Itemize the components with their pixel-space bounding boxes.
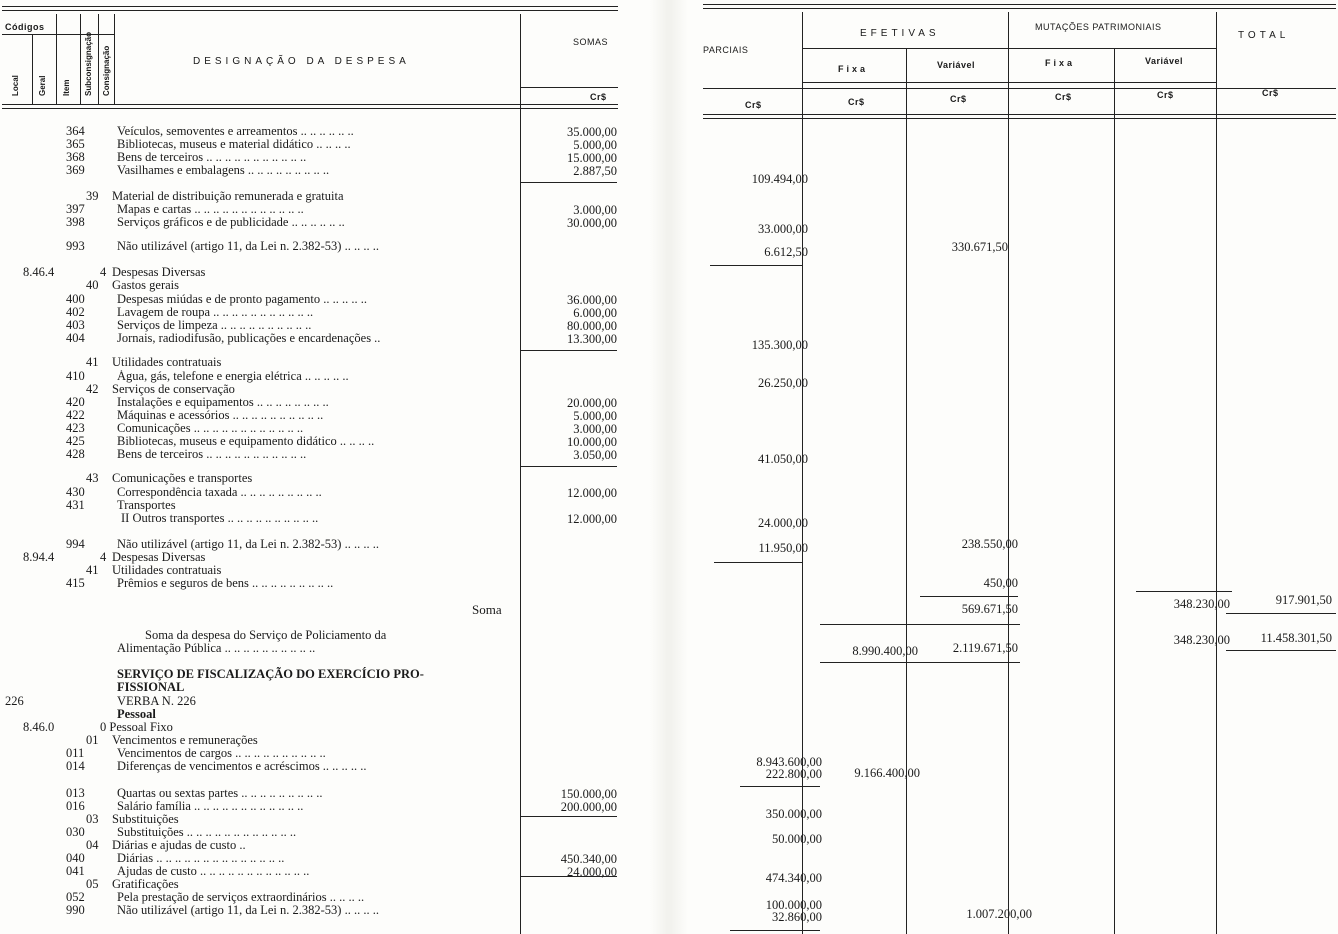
parcial-value: 50.000,00 <box>772 832 822 846</box>
expense-row-code: 415 <box>66 576 85 590</box>
sum-rule-5 <box>521 876 617 877</box>
expense-row-code: 994 <box>66 537 85 551</box>
right-top-rule <box>703 4 1336 9</box>
expense-row-code: 41 <box>86 563 99 577</box>
expense-row-description: Material de distribuição remunerada e gratuita <box>112 190 344 203</box>
fixa-total-value: 8.990.400,00 <box>852 644 918 658</box>
somas-header: SOMAS <box>573 37 609 47</box>
parcial-value: 222.800,00 <box>765 767 822 781</box>
expense-row-description: Não utilizável (artigo 11, da Lei n. 2.382-53) .. .. .. .. <box>117 538 379 551</box>
currency-rule <box>520 87 618 88</box>
soma-label: Soma <box>472 602 502 617</box>
expense-row-value: 3.000,00 <box>573 203 617 217</box>
personnel-row-description: Diárias e ajudas de custo .. <box>112 839 246 852</box>
currency-4: Cr$ <box>1055 92 1072 102</box>
verba-label: VERBA N. 226 <box>117 694 196 708</box>
expense-row-value: 2.887,50 <box>573 164 617 178</box>
expense-row-description: Serviços de limpeza .. .. .. .. .. .. .. .. .. .. <box>117 319 312 332</box>
expense-row-code: 403 <box>66 318 85 332</box>
expense-row-code: 422 <box>66 408 85 422</box>
sum-rule-4 <box>521 816 617 817</box>
parcial-value: 109.494,00 <box>751 172 808 186</box>
expense-row-value: 13.300,00 <box>567 332 617 346</box>
currency-3: Cr$ <box>950 94 967 104</box>
expense-row-value: 20.000,00 <box>567 396 617 410</box>
expense-row-value: 80.000,00 <box>567 319 617 333</box>
expense-row-description: Utilidades contratuais <box>112 564 222 577</box>
expense-row-description: Transportes <box>117 499 176 512</box>
expense-row-code: 8.94.4 <box>23 550 55 564</box>
vline-parciais <box>802 12 803 934</box>
variavel-rule-1 <box>920 596 1018 597</box>
expense-row-code: 368 <box>66 150 85 164</box>
parcial-value: 24.000,00 <box>758 516 808 530</box>
variavel-value: 238.550,00 <box>961 537 1018 551</box>
personnel-row-value: 200.000,00 <box>560 800 617 814</box>
parcial-value: 135.300,00 <box>751 338 808 352</box>
col-local-header: Local <box>11 75 20 96</box>
expense-row-code: 42 <box>86 382 99 396</box>
expense-row-code: 423 <box>66 421 85 435</box>
parcial-value: 33.000,00 <box>758 222 808 236</box>
personnel-row-code: 052 <box>66 890 85 904</box>
parcial-rule-1 <box>710 265 802 266</box>
left-header-bottom-rule <box>2 104 618 105</box>
expense-row-description: Água, gás, telefone e energia elétrica .. .. .. .. .. <box>117 370 349 383</box>
sum-rule-3 <box>521 466 617 467</box>
parcial-value: 8.943.600,00 <box>756 755 822 769</box>
expense-row-code: 43 <box>86 471 99 485</box>
hdr-vline-5 <box>114 14 115 104</box>
vline-efetivas-mid <box>906 48 907 934</box>
variavel-value: 1.007.200,00 <box>966 907 1032 921</box>
grand-total-value: 11.458.301,50 <box>1260 631 1332 645</box>
expense-row-code: 402 <box>66 305 85 319</box>
variavel-value: 450,00 <box>983 576 1018 590</box>
personnel-row-description: Ajudas de custo .. .. .. .. .. .. .. .. .. .. .. .. <box>117 865 310 878</box>
expense-row-description: Não utilizável (artigo 11, da Lei n. 2.382-53) .. .. .. .. <box>117 240 379 253</box>
currency-6: Cr$ <box>1262 88 1279 98</box>
personnel-row-description: Salário família .. .. .. .. .. .. .. .. .. .. .. .. <box>117 800 304 813</box>
expense-row-description: Mapas e cartas .. .. .. .. .. .. .. .. .. .. .. .. <box>117 203 304 216</box>
expense-row-code: 430 <box>66 485 85 499</box>
somas-currency: Cr$ <box>590 92 607 102</box>
expense-row-value: 5.000,00 <box>573 138 617 152</box>
expense-row-description: Veículos, semoventes e arreamentos .. .. .. .. .. .. <box>117 125 354 138</box>
total-rule-2 <box>1226 650 1336 651</box>
expense-row-value: 12.000,00 <box>567 486 617 500</box>
hdr-vline-1 <box>32 34 33 104</box>
parcial-value: 11.950,00 <box>758 541 808 555</box>
right-header-rule-3 <box>703 118 1336 119</box>
verba-code: 226 <box>5 694 24 708</box>
expense-row-description: Bens de terceiros .. .. .. .. .. .. .. .. .. .. .. <box>117 448 307 461</box>
mutacoes-total-value: 348.230,00 <box>1173 633 1230 647</box>
col-consignacao-header: Consignação <box>102 45 111 96</box>
parcial-value: 26.250,00 <box>758 376 808 390</box>
expense-row-value: 15.000,00 <box>567 151 617 165</box>
personnel-row-description: Substituições .. .. .. .. .. .. .. .. .. .. .. .. <box>117 826 297 839</box>
fixa2-header: Fixa <box>1045 58 1076 68</box>
personnel-row-code: 01 <box>86 733 99 747</box>
personnel-row-description: Vencimentos e remunerações <box>112 734 258 747</box>
expense-row-description: II Outros transportes .. .. .. .. .. .. .. .. .. .. <box>121 512 319 525</box>
expense-row-description: Serviços gráficos e de publicidade .. .. .. .. .. .. <box>117 216 345 229</box>
hdr-vline-4 <box>98 14 99 104</box>
left-top-rule <box>2 6 618 11</box>
expense-row-description: Bens de terceiros .. .. .. .. .. .. .. .. .. .. .. <box>117 151 307 164</box>
parcial-value: 350.000,00 <box>765 807 822 821</box>
efetivas-rule <box>802 48 1216 49</box>
expense-row-subcode: 4 <box>100 550 107 564</box>
personnel-row-code: 04 <box>86 838 99 852</box>
personnel-row-code: 014 <box>66 759 85 773</box>
expense-row-description: Bibliotecas, museus e material didático .. .. .. .. <box>117 138 351 151</box>
parcial-value: 41.050,00 <box>758 452 808 466</box>
codigos-header: Códigos <box>5 22 45 32</box>
expense-row-value: 10.000,00 <box>567 435 617 449</box>
expense-row-description: Vasilhames e embalagens .. .. .. .. .. .. .. .. .. <box>117 164 330 177</box>
personnel-row-value: 150.000,00 <box>560 787 617 801</box>
variavel2-header: Variável <box>1145 56 1184 66</box>
parcial-rule-3 <box>740 786 820 787</box>
expense-row-code: 420 <box>66 395 85 409</box>
personnel-row-description: Diárias .. .. .. .. .. .. .. .. .. .. .. .. .. .. <box>117 852 285 865</box>
expense-row-description: Jornais, radiodifusão, publicações e encardenações .. <box>117 332 381 345</box>
expense-row-description: Correspondência taxada .. .. .. .. .. .. .. .. .. <box>117 486 322 499</box>
expense-row-description: Máquinas e acessórios .. .. .. .. .. .. .. .. .. .. <box>117 409 324 422</box>
fixa-header: Fixa <box>838 64 869 74</box>
left-header-bottom-rule-2 <box>2 108 618 109</box>
expense-row-code: 428 <box>66 447 85 461</box>
expense-row-description: Utilidades contratuais <box>112 356 222 369</box>
right-header-rule-2 <box>703 114 1336 115</box>
personnel-row-code: 016 <box>66 799 85 813</box>
currency-2: Cr$ <box>848 97 865 107</box>
col-subconsignacao-header: Subconsignação <box>84 31 93 96</box>
mutacoes-rule <box>1136 591 1232 592</box>
parcial-value: 32.860,00 <box>772 910 822 924</box>
expense-row-description: Despesas Diversas <box>112 551 206 564</box>
expense-row-description: Bibliotecas, museus e equipamento didático .. .. .. .. <box>117 435 375 448</box>
somas-vline <box>520 14 521 934</box>
variavel-header: Variável <box>937 60 976 70</box>
efetivas-rule-sum <box>820 624 1020 625</box>
total-header: TOTAL <box>1238 30 1290 41</box>
parciais-header: PARCIAIS <box>703 45 749 55</box>
hdr-vline-2 <box>56 14 57 104</box>
expense-row-description: Gastos gerais <box>112 279 179 292</box>
expense-row-code: 397 <box>66 202 85 216</box>
personnel-row-value: 450.340,00 <box>560 852 617 866</box>
servico-title-1: SERVIÇO DE FISCALIZAÇÃO DO EXERCÍCIO PRO- <box>117 667 424 681</box>
parcial-rule-4 <box>730 930 820 931</box>
right-header-rule-1 <box>703 88 1336 89</box>
expense-row-code: 425 <box>66 434 85 448</box>
expense-row-description: Despesas miúdas e de pronto pagamento .. .. .. .. .. <box>117 293 367 306</box>
expense-row-value: 5.000,00 <box>573 409 617 423</box>
personnel-row-code: 030 <box>66 825 85 839</box>
expense-row-code: 364 <box>66 124 85 138</box>
personnel-row-code: 011 <box>66 746 85 760</box>
personnel-row-description: Diferenças de vencimentos e acréscimos .. .. .. .. .. <box>117 760 367 773</box>
expense-row-description: Comunicações e transportes <box>112 472 253 485</box>
mutacoes-header: MUTAÇÕES PATRIMONIAIS <box>1035 22 1162 32</box>
parcial-value: 6.612,50 <box>764 245 808 259</box>
personnel-row-description: Vencimentos de cargos .. .. .. .. .. .. .. .. .. .. <box>117 747 326 760</box>
personnel-row-description: Gratificações <box>112 878 179 891</box>
variavel-total-value: 2.119.671,50 <box>952 641 1018 655</box>
pessoal-fixo: 0 Pessoal Fixo <box>100 720 173 734</box>
personnel-row-code: 040 <box>66 851 85 865</box>
efetivas-rule-total <box>820 662 1020 663</box>
expense-row-value: 36.000,00 <box>567 293 617 307</box>
expense-row-value: 6.000,00 <box>573 306 617 320</box>
pessoal-label: Pessoal <box>117 707 156 721</box>
servico-title-2: FISSIONAL <box>117 680 185 694</box>
mutacoes-value: 348.230,00 <box>1173 597 1230 611</box>
expense-row-code: 398 <box>66 215 85 229</box>
designacao-header: DESIGNAÇÃO DA DESPESA <box>193 56 410 67</box>
expense-row-code: 365 <box>66 137 85 151</box>
expense-row-code: 400 <box>66 292 85 306</box>
expense-row-code: 40 <box>86 278 99 292</box>
expense-row-code: 369 <box>66 163 85 177</box>
personnel-row-description: Quartas ou sextas partes .. .. .. .. .. .. .. .. .. <box>117 787 323 800</box>
personnel-row-description: Substituições <box>112 813 179 826</box>
expense-row-description: Prêmios e seguros de bens .. .. .. .. .. .. .. .. .. <box>117 577 334 590</box>
parcial-rule-2 <box>714 562 802 563</box>
personnel-row-description: Pela prestação de serviços extraordinários .. .. .. .. <box>117 891 365 904</box>
expense-row-value: 30.000,00 <box>567 216 617 230</box>
expense-row-value: 35.000,00 <box>567 125 617 139</box>
expense-row-code: 41 <box>86 355 99 369</box>
page-gutter <box>650 0 688 934</box>
expense-row-description: Comunicações .. .. .. .. .. .. .. .. .. .. .. .. <box>117 422 304 435</box>
expense-row-value: 3.000,00 <box>573 422 617 436</box>
expense-row-code: 410 <box>66 369 85 383</box>
personnel-row-code: 990 <box>66 903 85 917</box>
vline-mutacoes-mid <box>1114 48 1115 934</box>
variavel-value: 330.671,50 <box>951 240 1008 254</box>
parcial-value: 100.000,00 <box>765 898 822 912</box>
fixa-value: 9.166.400,00 <box>854 766 920 780</box>
expense-row-subcode: 4 <box>100 265 107 279</box>
variavel-value: 569.671,50 <box>961 602 1018 616</box>
expense-row-description: Serviços de conservação <box>112 383 235 396</box>
sum-rule-1 <box>521 182 617 183</box>
personnel-row-code: 03 <box>86 812 99 826</box>
currency-5: Cr$ <box>1157 90 1174 100</box>
personnel-row-code: 05 <box>86 877 99 891</box>
expense-row-value: 12.000,00 <box>567 512 617 526</box>
expense-row-code: 8.46.4 <box>23 265 55 279</box>
expense-row-code: 39 <box>86 189 99 203</box>
currency-1: Cr$ <box>745 100 762 110</box>
sum-rule-2 <box>521 350 617 351</box>
expense-row-code: 993 <box>66 239 85 253</box>
efetivas-header: EFETIVAS <box>860 28 940 39</box>
fixa-rule <box>802 82 1216 83</box>
expense-row-description: Instalações e equipamentos .. .. .. .. .. .. .. .. <box>117 396 329 409</box>
vline-total <box>1216 12 1217 934</box>
col-item-header: Item <box>62 79 71 96</box>
personnel-row-code: 013 <box>66 786 85 800</box>
hdr-vline-3 <box>80 14 81 104</box>
total-value: 917.901,50 <box>1275 593 1332 607</box>
expense-row-description: Despesas Diversas <box>112 266 206 279</box>
soma-despesa-line-2: Alimentação Pública .. .. .. .. .. .. .. .. .. .. <box>117 641 316 655</box>
soma-despesa-line-1: Soma da despesa do Serviço de Policiamento da <box>145 628 387 642</box>
personnel-row-value: 24.000,00 <box>567 865 617 879</box>
parcial-value: 474.340,00 <box>765 871 822 885</box>
expense-row-code: 404 <box>66 331 85 345</box>
expense-row-description: Lavagem de roupa .. .. .. .. .. .. .. .. .. .. .. <box>117 306 314 319</box>
expense-row-value: 3.050,00 <box>573 448 617 462</box>
personnel-row-description: Não utilizável (artigo 11, da Lei n. 2.382-53) .. .. .. .. <box>117 904 379 917</box>
expense-row-code: 431 <box>66 498 85 512</box>
col-geral-header: Geral <box>38 75 47 96</box>
pessoal-code: 8.46.0 <box>23 720 55 734</box>
vline-mutacoes <box>1008 12 1009 934</box>
personnel-row-code: 041 <box>66 864 85 878</box>
total-rule-1 <box>1226 613 1336 614</box>
